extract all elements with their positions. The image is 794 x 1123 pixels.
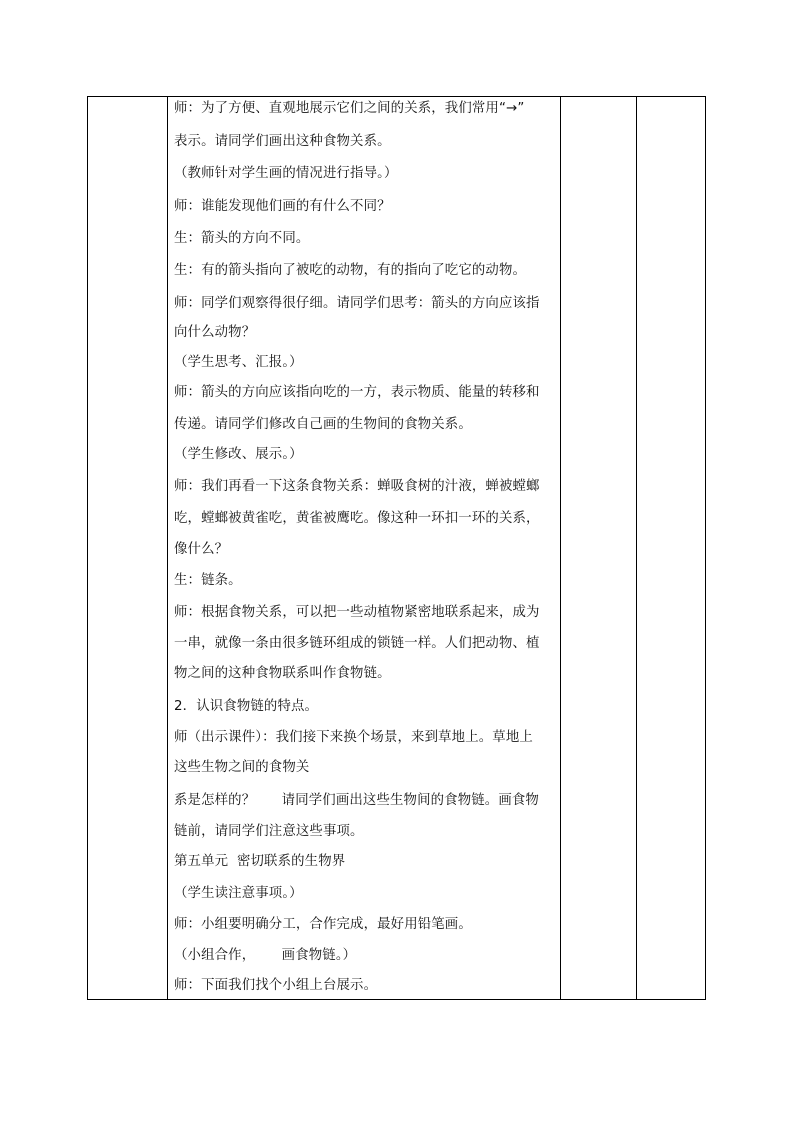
text-line: 师：为了方便、直观地展示它们之间的关系，我们常用“→” <box>174 101 525 116</box>
text-line: 生：链条。 <box>174 573 242 588</box>
lesson-plan-table <box>87 96 706 1000</box>
text-line: 像什么？ <box>174 542 229 557</box>
text-line: 2．认识食物链的特点。 <box>174 699 319 714</box>
text-line: （小组合作， 画食物链。） <box>174 948 357 963</box>
text-line: 师（出示课件）：我们接下来换个场景，来到草地上。草地上 <box>174 730 533 745</box>
text-line: （学生思考、汇报。） <box>174 355 303 370</box>
text-line: 向什么动物？ <box>174 325 256 340</box>
text-line: 传递。请同学们修改自己画的生物间的食物关系。 <box>174 417 472 432</box>
text-line: 一串，就像一条由很多链环组成的锁链一样。人们把动物、植 <box>174 636 540 651</box>
text-line: 第五单元 密切联系的生物界 <box>174 854 346 869</box>
text-line: 这些生物之间的食物关 <box>174 760 310 775</box>
text-line: 师：谁能发现他们画的有什么不同？ <box>174 199 391 214</box>
table-cell-right-2 <box>637 97 706 999</box>
text-line: 师：同学们观察得很仔细。请同学们思考：箭头的方向应该指 <box>174 296 540 311</box>
teaching-process-cell <box>168 97 560 999</box>
text-line: 表示。请同学们画出这种食物关系。 <box>174 134 391 149</box>
text-line: （学生读注意事项。） <box>174 886 303 901</box>
text-line: 生：箭头的方向不同。 <box>174 231 310 246</box>
text-line: 吃，螳螂被黄雀吃，黄雀被鹰吃。像这种一环扣一环的关系， <box>174 511 540 526</box>
text-line: 师：小组要明确分工，合作完成，最好用铅笔画。 <box>174 917 472 932</box>
text-line: 师：下面我们找个小组上台展示。 <box>174 978 378 993</box>
text-line: 师：箭头的方向应该指向吃的一方，表示物质、能量的转移和 <box>174 385 540 400</box>
text-line: 生：有的箭头指向了被吃的动物，有的指向了吃它的动物。 <box>174 263 527 278</box>
table-cell-left <box>88 97 167 999</box>
table-cell-right-1 <box>561 97 636 999</box>
text-line: （学生修改、展示。） <box>174 447 303 462</box>
text-line: 师：根据食物关系，可以把一些动植物紧密地联系起来，成为 <box>174 605 540 620</box>
text-line: 系是怎样的？ 请同学们画出这些生物间的食物链。画食物 <box>174 793 539 808</box>
text-line: （教师针对学生画的情况进行指导。） <box>174 166 398 181</box>
text-line: 师：我们再看一下这条食物关系：蝉吸食树的汁液，蝉被螳螂 <box>174 479 540 494</box>
text-line: 链前，请同学们注意这些事项。 <box>174 824 364 839</box>
text-line: 物之间的这种食物联系叫作食物链。 <box>174 666 391 681</box>
